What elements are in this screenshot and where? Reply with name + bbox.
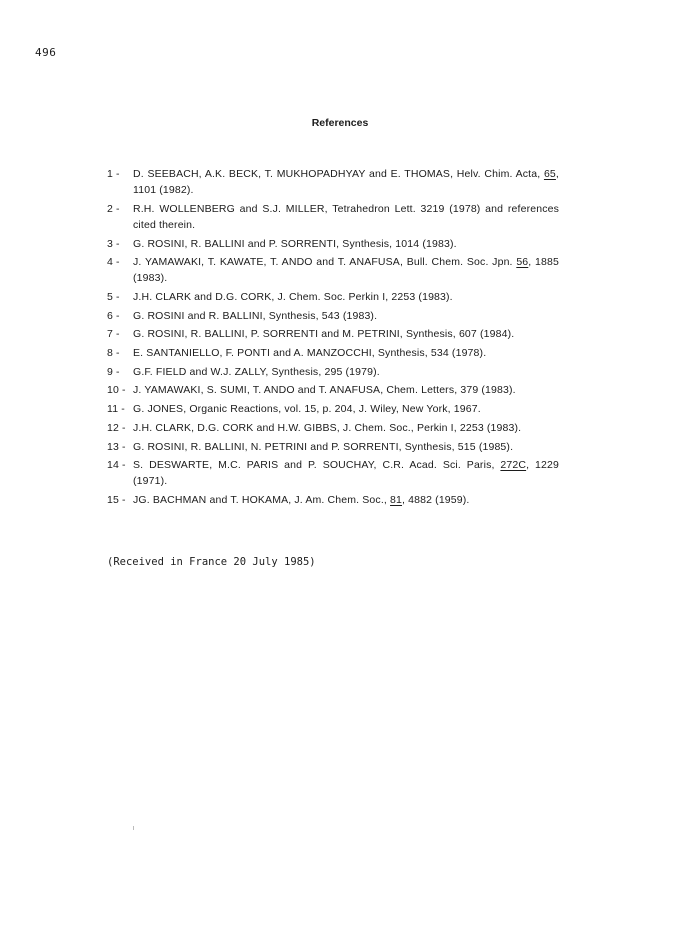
reference-number: 3 - [107, 237, 120, 250]
reference-number: 6 - [107, 309, 120, 322]
reference-text [133, 457, 559, 489]
reference-number: 13 - [107, 440, 126, 453]
reference-text [133, 326, 559, 342]
reference-number: 12 - [107, 421, 126, 434]
reference-number: 4 - [107, 256, 120, 269]
reference-citation: G. JONES, Organic Reactions, vol. 15, p. 204, J. Wiley, New York, 1967. [133, 403, 481, 416]
reference-item [107, 420, 559, 436]
reference-number: 2 - [107, 202, 120, 215]
reference-item [107, 492, 559, 508]
reference-pages-year: , 1101 (1982). [133, 168, 559, 197]
reference-citation: S. DESWARTE, M.C. PARIS and P. SOUCHAY, C.R. Acad. Sci. Paris, [133, 459, 501, 472]
reference-volume: 65 [543, 168, 556, 180]
reference-citation: G. ROSINI, R. BALLINI and P. SORRENTI, Synthesis, 1014 (1983). [133, 237, 457, 250]
reference-item [107, 254, 559, 286]
reference-citation: R.H. WOLLENBERG and S.J. MILLER, Tetrahedron Lett. 3219 (1978) and references cited therein. [133, 202, 559, 231]
reference-list [107, 166, 559, 511]
reference-citation: D. SEEBACH, A.K. BECK, T. MUKHOPADHYAY and E. THOMAS, Helv. Chim. Acta, [133, 168, 544, 180]
received-date: (Received in France 20 July 1985) [107, 556, 316, 568]
reference-pages-year: , 4882 (1959). [402, 494, 470, 506]
reference-number: 10 - [107, 384, 126, 397]
reference-item [107, 201, 559, 233]
reference-text [133, 401, 559, 417]
reference-item [107, 166, 559, 198]
reference-text [133, 439, 559, 455]
reference-text [133, 254, 559, 286]
reference-item [107, 289, 559, 305]
reference-volume: 272C [500, 459, 527, 472]
reference-text [133, 166, 559, 198]
reference-item [107, 236, 559, 252]
reference-text [133, 201, 559, 233]
reference-pages-year: , 1229 (1971). [133, 459, 560, 488]
reference-number: 11 - [107, 403, 125, 416]
reference-text [133, 308, 559, 324]
reference-item [107, 345, 559, 361]
reference-item [107, 439, 559, 455]
reference-number: 9 - [107, 365, 120, 378]
reference-number: 7 - [107, 328, 120, 341]
reference-text [133, 492, 559, 508]
reference-item [107, 364, 559, 380]
reference-text [133, 420, 559, 436]
reference-text [133, 364, 559, 380]
reference-item [107, 401, 559, 417]
reference-text [133, 382, 559, 398]
reference-number: 1 - [107, 168, 120, 180]
scan-speck [133, 826, 134, 830]
reference-number: 15 - [107, 494, 126, 506]
reference-citation: G. ROSINI, R. BALLINI, P. SORRENTI and M. PETRINI, Synthesis, 607 (1984). [133, 328, 515, 341]
reference-citation: G.F. FIELD and W.J. ZALLY, Synthesis, 295 (1979). [133, 365, 380, 378]
reference-citation: G. ROSINI and R. BALLINI, Synthesis, 543 (1983). [133, 309, 378, 322]
reference-citation: J. YAMAWAKI, S. SUMI, T. ANDO and T. ANAFUSA, Chem. Letters, 379 (1983). [133, 384, 516, 397]
reference-number: 14 - [107, 459, 126, 472]
reference-citation: JG. BACHMAN and T. HOKAMA, J. Am. Chem. Soc., [133, 494, 391, 506]
reference-citation: E. SANTANIELLO, F. PONTI and A. MANZOCCHI, Synthesis, 534 (1978). [133, 347, 487, 360]
reference-item [107, 457, 559, 489]
references-heading: References [311, 117, 369, 129]
reference-item [107, 308, 559, 324]
reference-text [133, 289, 559, 305]
reference-number: 5 - [107, 291, 120, 304]
page-number: 496 [35, 46, 57, 59]
reference-citation: J. YAMAWAKI, T. KAWATE, T. ANDO and T. ANAFUSA, Bull. Chem. Soc. Jpn. [133, 256, 517, 269]
reference-volume: 81 [390, 494, 403, 506]
reference-item [107, 326, 559, 342]
reference-citation: J.H. CLARK, D.G. CORK and H.W. GIBBS, J. Chem. Soc., Perkin I, 2253 (1983). [133, 421, 522, 434]
reference-volume: 56 [516, 256, 529, 269]
reference-text [133, 236, 559, 252]
reference-pages-year: , 1885 (1983). [133, 256, 559, 285]
reference-citation: G. ROSINI, R. BALLINI, N. PETRINI and P. SORRENTI, Synthesis, 515 (1985). [133, 440, 514, 453]
reference-text [133, 345, 559, 361]
reference-citation: J.H. CLARK and D.G. CORK, J. Chem. Soc. Perkin I, 2253 (1983). [133, 291, 453, 304]
reference-number: 8 - [107, 347, 120, 360]
reference-item [107, 382, 559, 398]
